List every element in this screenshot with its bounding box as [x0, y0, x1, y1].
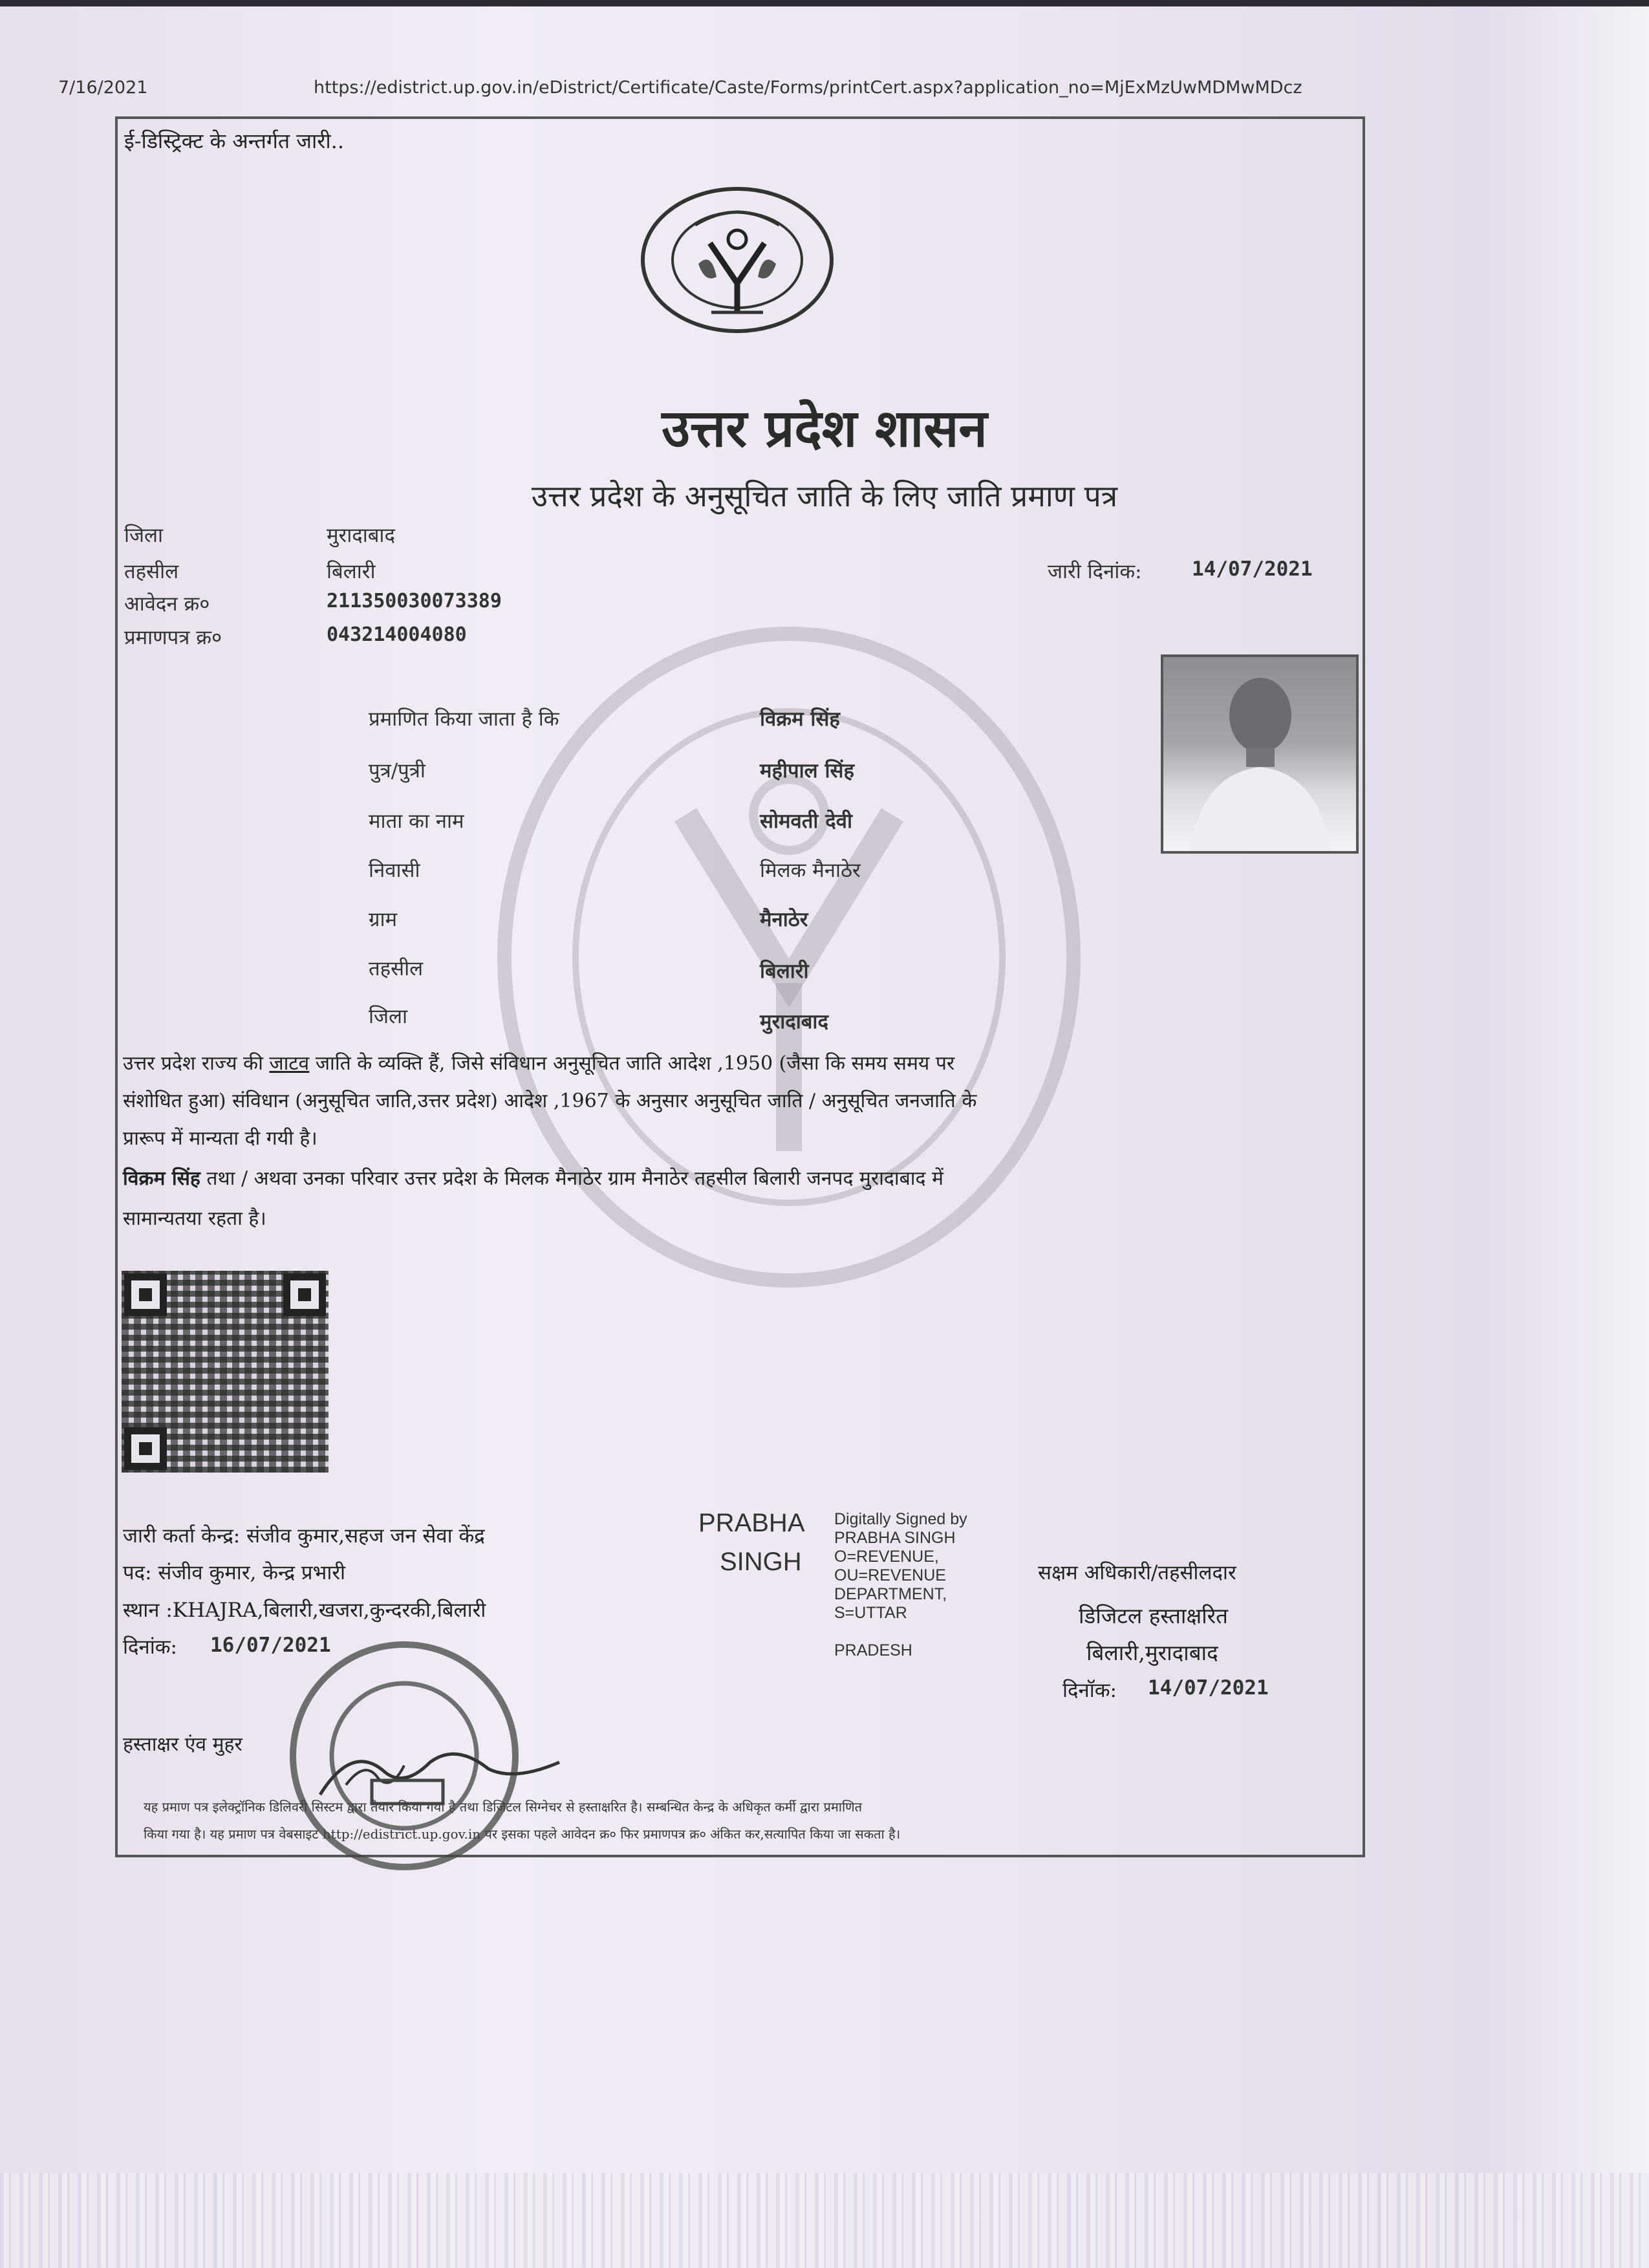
detail-label-district: जिला — [369, 1005, 408, 1028]
paragraph-caste-line2: संशोधित हुआ) संविधान (अनुसूचित जाति,उत्तर प्रदेश) आदेश ,1967 के अनुसार अनुसूचित जाति / अनुसूचित जनजाति के — [123, 1090, 977, 1112]
scan-bottom-noise — [0, 2173, 1649, 2268]
up-government-emblem — [640, 186, 834, 334]
footer-note-line1: यह प्रमाण पत्र इलेक्ट्रॉनिक डिलिवरी सिस्टम द्वारा तैयार किया गया है तथा डिजिटल सिग्नेचर से हस्ताक्षरित है। सम्बन्धित केन्द्र के अधिकृत कर्मी द्वारा प्रमाणित — [144, 1799, 862, 1815]
residence-name: विक्रम सिंह — [123, 1167, 200, 1190]
print-date: 7/16/2021 — [58, 78, 148, 98]
certificate-label: प्रमाणपत्र क्र० — [124, 626, 222, 649]
detail-value-village: मैनाठेर — [760, 908, 808, 931]
page-subtitle: उत्तर प्रदेश के अनुसूचित जाति के लिए जाति प्रमाण पत्र — [531, 479, 1118, 513]
detail-label-mother: माता का नाम — [369, 810, 464, 833]
detail-value-mother: सोमवती देवी — [760, 810, 852, 833]
issue-date-value: 14/07/2021 — [1192, 557, 1313, 581]
issued-under-note: ई-डिस्ट्रिक्ट के अन्तर्गत जारी.. — [124, 129, 345, 153]
digital-signer-first-name: PRABHA — [698, 1509, 805, 1537]
qr-code — [122, 1271, 329, 1473]
paragraph-caste-rest: जाति के व्यक्ति हैं, जिसे संविधान अनुसूचित जाति आदेश ,1950 (जैसा कि समय समय पर — [315, 1052, 955, 1075]
digital-signature-line: S=UTTAR — [834, 1604, 907, 1622]
digital-signature-line: OU=REVENUE — [834, 1566, 946, 1584]
issuer-date-value: 16/07/2021 — [210, 1634, 331, 1657]
detail-value-father: महीपाल सिंह — [760, 759, 854, 783]
footer-note-line2: किया गया है। यह प्रमाण पत्र वेबसाइट http://edistrict.up.gov.in पर इसका पहले आवेदन क्र० फिर प्रमाणपत्र क्र० अंकित कर,सत्यापित किया जा सकता है। — [144, 1826, 901, 1842]
paragraph-residence-line2: सामान्यतया रहता है। — [123, 1207, 266, 1230]
district-value: मुरादाबाद — [327, 524, 395, 547]
detail-label-certified: प्रमाणित किया जाता है कि — [369, 707, 559, 731]
application-label: आवेदन क्र० — [124, 592, 210, 616]
paragraph-caste-line3: प्रारूप में मान्यता दी गयी है। — [123, 1127, 318, 1150]
application-number: 211350030073389 — [327, 590, 502, 612]
digital-signature-line: O=REVENUE, — [834, 1548, 939, 1566]
issuer-place: स्थान :KHAJRA,बिलारी,खजरा,कुन्दरकी,बिलारी — [123, 1599, 486, 1622]
digital-signature-details — [834, 1510, 967, 1660]
scan-top-edge — [0, 0, 1649, 6]
digital-signature-line: Digitally Signed by — [834, 1510, 967, 1528]
tehsil-label: तहसील — [124, 560, 179, 583]
digital-signature-line — [834, 1623, 967, 1641]
authority-signed: डिजिटल हस्ताक्षरित — [1079, 1603, 1228, 1628]
print-url: https://edistrict.up.gov.in/eDistrict/Certificate/Caste/Forms/printCert.aspx?application_no=MjExMzUwMDMwMDcz — [314, 78, 1302, 98]
certificate-number: 043214004080 — [327, 623, 467, 646]
issuer-date-label: दिनांक: — [123, 1636, 177, 1659]
digital-signature-line: DEPARTMENT, — [834, 1585, 947, 1603]
detail-label-resident: निवासी — [369, 859, 420, 882]
caste-name: जाटव — [269, 1052, 310, 1075]
authority-title: सक्षम अधिकारी/तहसीलदार — [1038, 1561, 1236, 1584]
digital-signature-line: PRABHA SINGH — [834, 1529, 956, 1547]
authority-place: बिलारी,मुरादाबाद — [1086, 1640, 1218, 1665]
detail-label-village: ग्राम — [369, 908, 398, 931]
detail-value-resident: मिलक मैनाठेर — [760, 859, 861, 882]
paragraph-caste-line1 — [123, 1049, 954, 1075]
district-label: जिला — [124, 524, 164, 547]
paragraph-residence-line1 — [123, 1164, 943, 1191]
issuer-center: जारी कर्ता केन्द्र: संजीव कुमार,सहज जन सेवा केंद्र — [123, 1524, 485, 1548]
residence-text: तथा / अथवा उनका परिवार उत्तर प्रदेश के मिलक मैनाठेर ग्राम मैनाठेर तहसील बिलारी जनपद मुरादाबाद में — [206, 1167, 943, 1190]
detail-label-tehsil: तहसील — [369, 957, 424, 980]
detail-value-tehsil: बिलारी — [760, 960, 809, 983]
digital-signer-last-name: SINGH — [720, 1548, 802, 1576]
page-title: उत्तर प्रदेश शासन — [662, 398, 987, 459]
issue-date-label: जारी दिनांक: — [1048, 560, 1142, 583]
center-rubber-stamp — [275, 1633, 585, 1879]
detail-label-parent: पुत्र/पुत्री — [369, 759, 426, 783]
detail-value-district: मुरादाबाद — [760, 1010, 828, 1033]
authority-date-value: 14/07/2021 — [1148, 1676, 1269, 1700]
signature-label: हस्ताक्षर एंव मुहर — [123, 1733, 242, 1756]
applicant-photo — [1161, 654, 1359, 854]
issuer-post: पद: संजीव कुमार, केन्द्र प्रभारी — [123, 1561, 346, 1584]
authority-date-label: दिनॉक: — [1062, 1679, 1117, 1702]
tehsil-value: बिलारी — [327, 560, 376, 583]
digital-signature-line: PRADESH — [834, 1641, 912, 1659]
paragraph-caste-intro: उत्तर प्रदेश राज्य की — [123, 1052, 263, 1075]
detail-value-name: विक्रम सिंह — [760, 707, 840, 731]
